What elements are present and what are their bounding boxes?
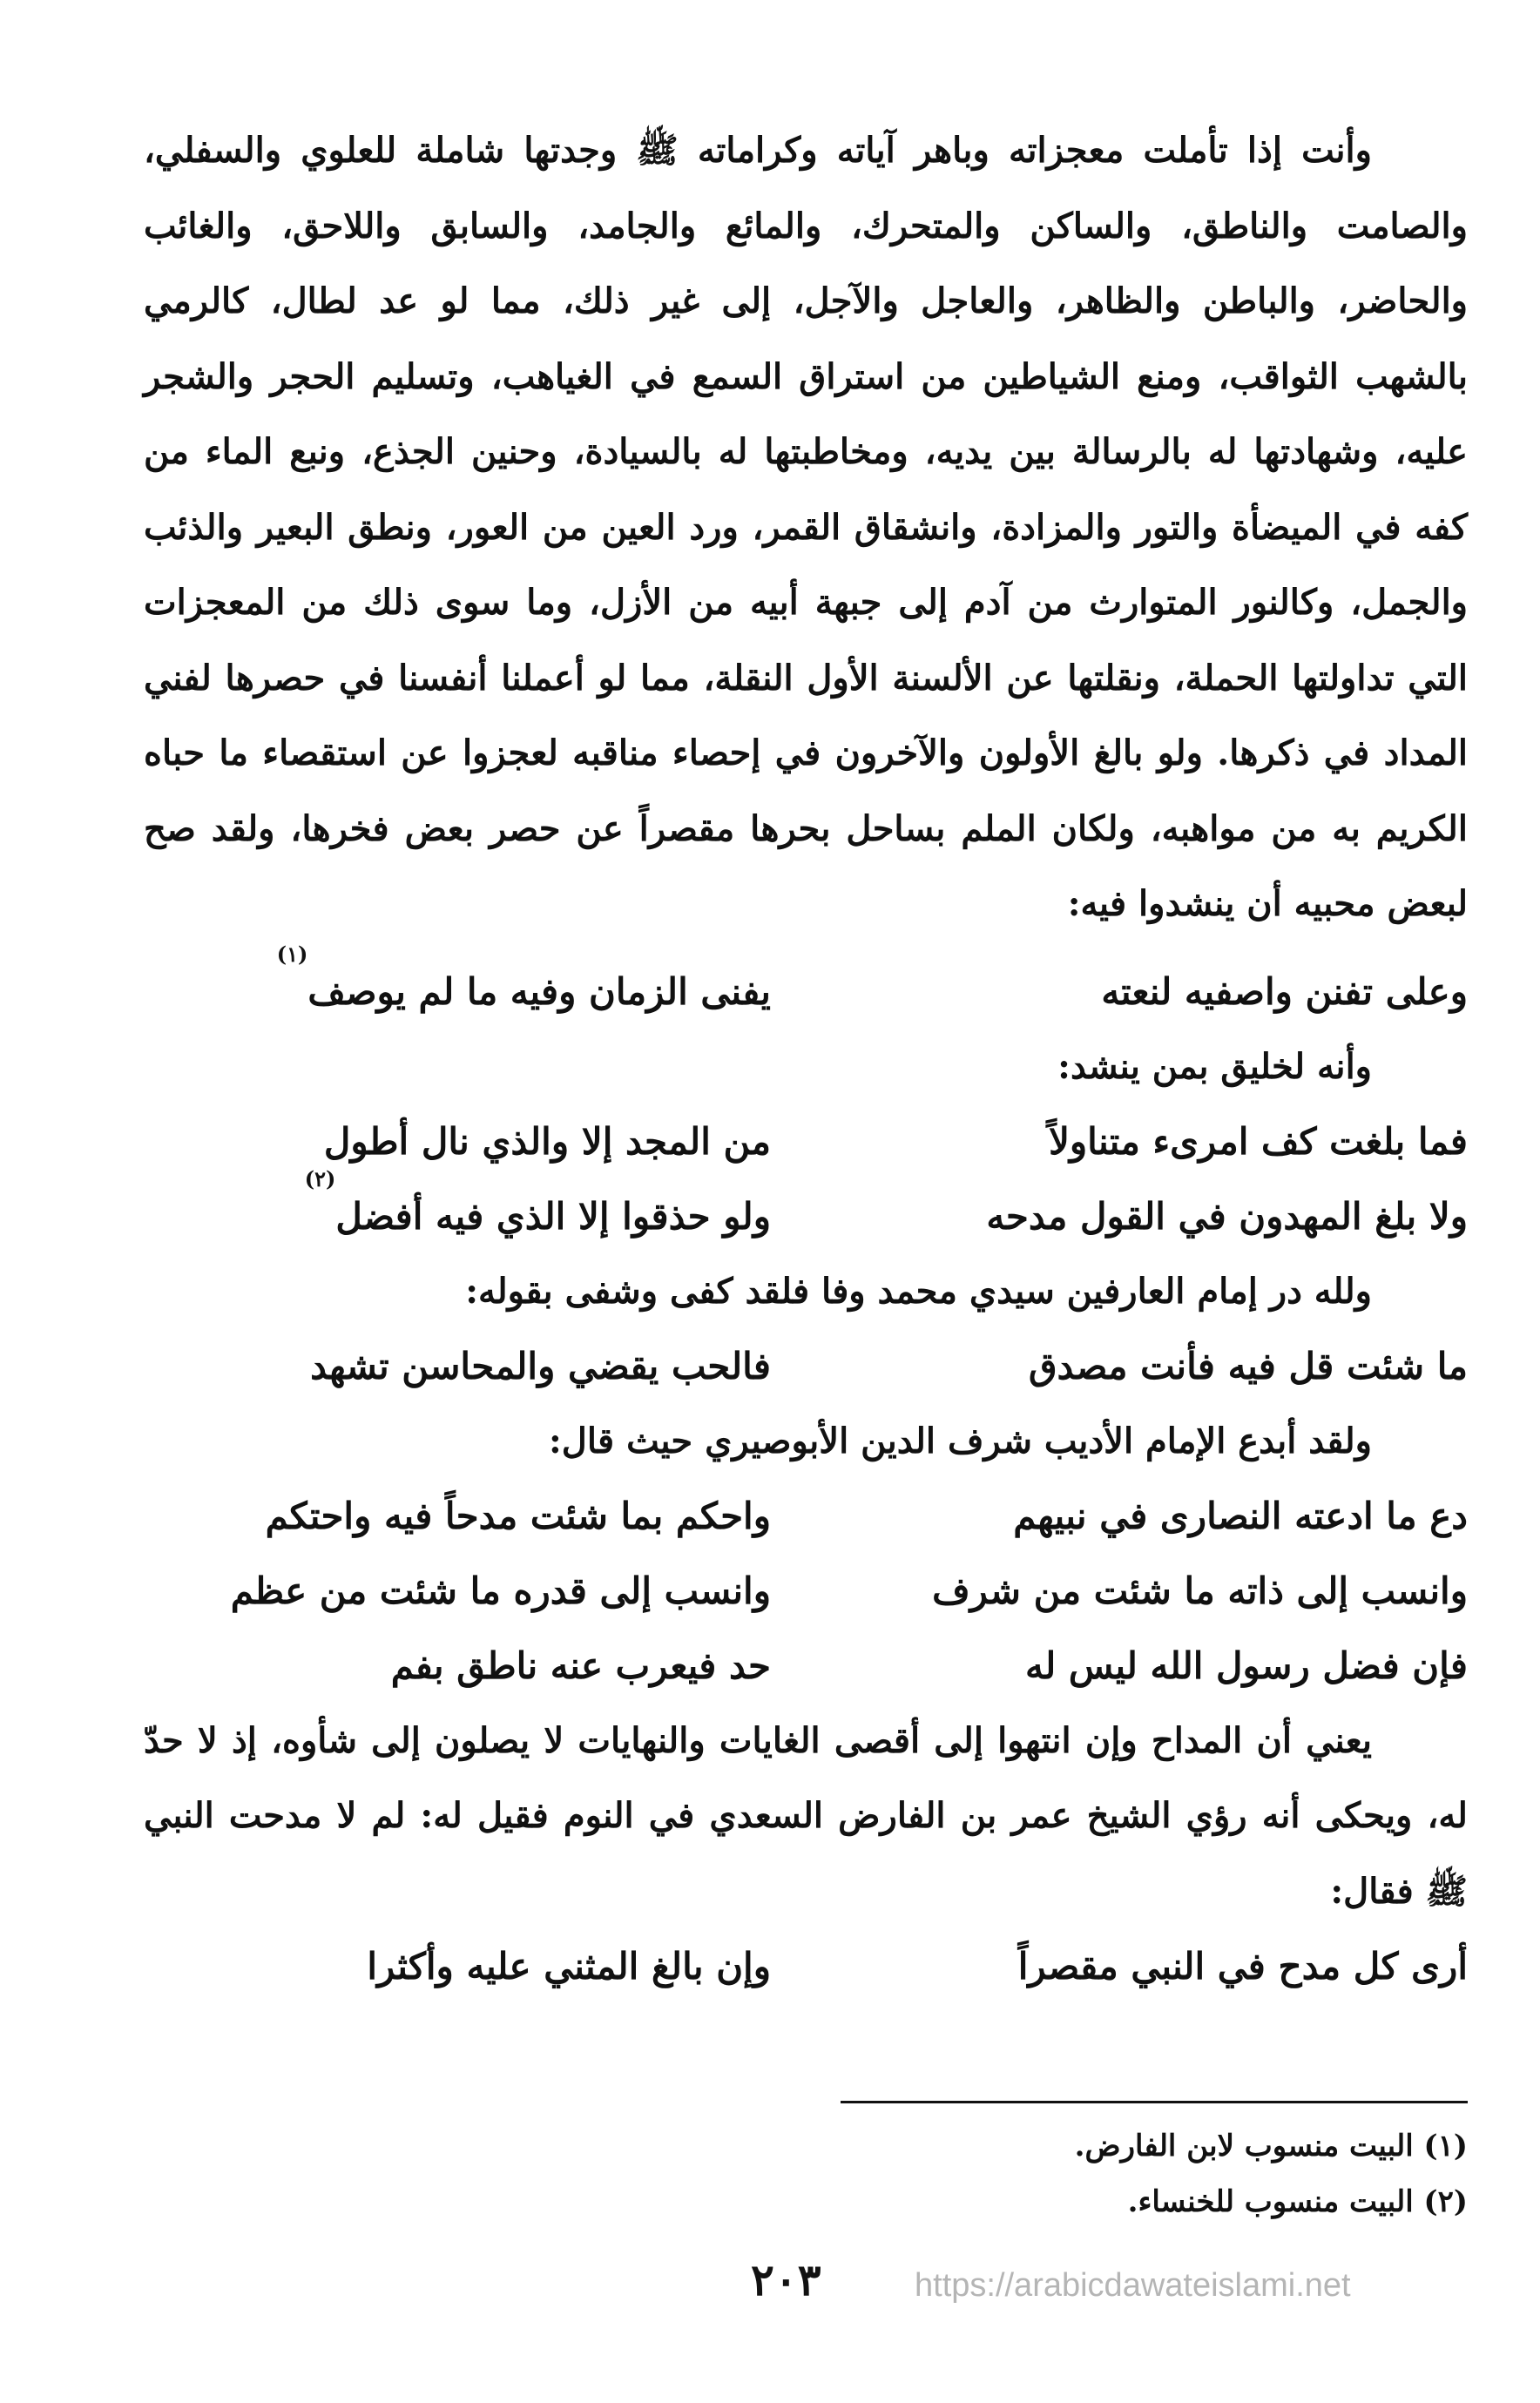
page-number: ٢٠٣: [751, 2254, 821, 2305]
footnotes: [841, 2118, 1468, 2230]
verse-first-hemistich: وانسب إلى ذاته ما شئت من شرف: [932, 1569, 1468, 1612]
verse-group-1: [144, 941, 1468, 1029]
verse-second-hemistich: فالحب يقضي والمحاسن تشهد: [310, 1344, 771, 1387]
verse-first-hemistich: فما بلغت كف امرىء متناولاً: [1048, 1119, 1468, 1163]
verse-second-hemistich: واحكم بما شئت مدحاً فيه واحتكم: [265, 1494, 771, 1537]
verse-line: [144, 1165, 1468, 1254]
verse-group-5: [144, 1929, 1468, 2004]
intro-line: وأنه لخليق بمن ينشد:: [1057, 1045, 1372, 1087]
verse-line: [144, 941, 1468, 1029]
paragraph-miracles: وأنت إذا تأملت معجزاته وباهر آياته وكراماته ﷺ وجدتها شاملة للعلوي والسفلي، والصامت والناطق، والساكن والمتحرك، والمائع والجامد، والسابق واللاحق، والغائب والحاضر، والباطن والظاهر، والعاجل والآجل، إلى غير ذلك، مما لو عد لطال، كالرمي بالشهب الثواقب، ومنع الشياطين من استراق السمع في الغياهب، وتسليم الحجر والشجر عليه، وشهادتها له بالرسالة بين يديه، ومخاطبتها له بالسيادة، وحنين الجذع، ونبع الماء من كفه في الميضأة والتور والمزادة، وانشقاق القمر، ورد العين من العور، ونطق البعير والذئب والجمل، وكالنور المتوارث من آدم إلى جبهة أبيه من الأزل، وما سوى ذلك من المعجزات التي تداولتها الحملة، ونقلتها عن الألسنة الأول النقلة، مما لو أعملنا أنفسنا في حصرها لفني المداد في ذكرها. ولو بالغ الأولون والآخرون في إحصاء مناقبه لعجزوا عن استقصاء ما حباه الكريم به من مواهبه، ولكان الملم بساحل بحرها مقصراً عن حصر بعض فخرها، ولقد صح لبعض محبيه أن ينشدوا فيه:: [144, 130, 1468, 924]
verse-line: [144, 1629, 1468, 1704]
verse-first-hemistich: وعلى تفنن واصفيه لنعته: [1101, 969, 1468, 1013]
footnote-separator: [841, 2101, 1468, 2103]
verse-second-hemistich: يفنى الزمان وفيه ما لم يوصف (١): [144, 955, 771, 1029]
verse-group-2: [144, 1104, 1468, 1254]
verse-first-hemistich: ما شئت قل فيه فأنت مصدق: [1028, 1344, 1468, 1387]
verse-second-hemistich: وانسب إلى قدره ما شئت من عظم: [230, 1569, 771, 1612]
verse-second-hemistich: حد فيعرب عنه ناطق بفم: [390, 1644, 771, 1687]
verse-first-hemistich: فإن فضل رسول الله ليس له: [1024, 1644, 1468, 1687]
intro-line: ولله در إمام العارفين سيدي محمد وفا فلقد كفى وشفى بقوله:: [465, 1270, 1372, 1312]
verse-second-hemistich: وإن بالغ المثني عليه وأكثرا: [367, 1945, 771, 1988]
footnote-mark: (١): [276, 941, 308, 967]
verse-group-3: [144, 1329, 1468, 1404]
page-body: [144, 113, 1468, 2004]
intro-line: ولقد أبدع الإمام الأديب شرف الدين الأبوصيري حيث قال:: [549, 1420, 1372, 1461]
verse-line: [144, 1929, 1468, 2004]
footnote-1: (١) البيت منسوب لابن الفارض.: [1074, 2129, 1468, 2163]
verse-line: [144, 1329, 1468, 1404]
footnote-2: (٢) البيت منسوب للخنساء.: [1127, 2184, 1468, 2219]
footnote-mark: (٢): [304, 1165, 336, 1191]
watermark-url: https://arabicdawateislami.net: [915, 2267, 1351, 2304]
paragraph-commentary: يعني أن المداح وإن انتهوا إلى أقصى الغايات والنهايات لا يصلون إلى شأوه، إذ لا حدّ له، ويحكى أنه رؤي الشيخ عمر بن الفارض السعدي في النوم فقيل له: لم لا مدحت النبي ﷺ فقال:: [144, 1719, 1468, 1912]
verse-second-hemistich: ولو حذقوا إلا الذي فيه أفضل (٢): [144, 1179, 771, 1254]
verse-second-hemistich: من المجد إلا والذي نال أطول: [323, 1119, 771, 1163]
verse-line: [144, 1104, 1468, 1179]
verse-first-hemistich: دع ما ادعته النصارى في نبيهم: [1013, 1494, 1468, 1537]
verse-line: [144, 1554, 1468, 1629]
verse-line: [144, 1479, 1468, 1554]
verse-group-4: [144, 1479, 1468, 1704]
verse-first-hemistich: أرى كل مدح في النبي مقصراً: [1017, 1945, 1468, 1988]
verse-first-hemistich: ولا بلغ المهدون في القول مدحه: [986, 1194, 1468, 1238]
